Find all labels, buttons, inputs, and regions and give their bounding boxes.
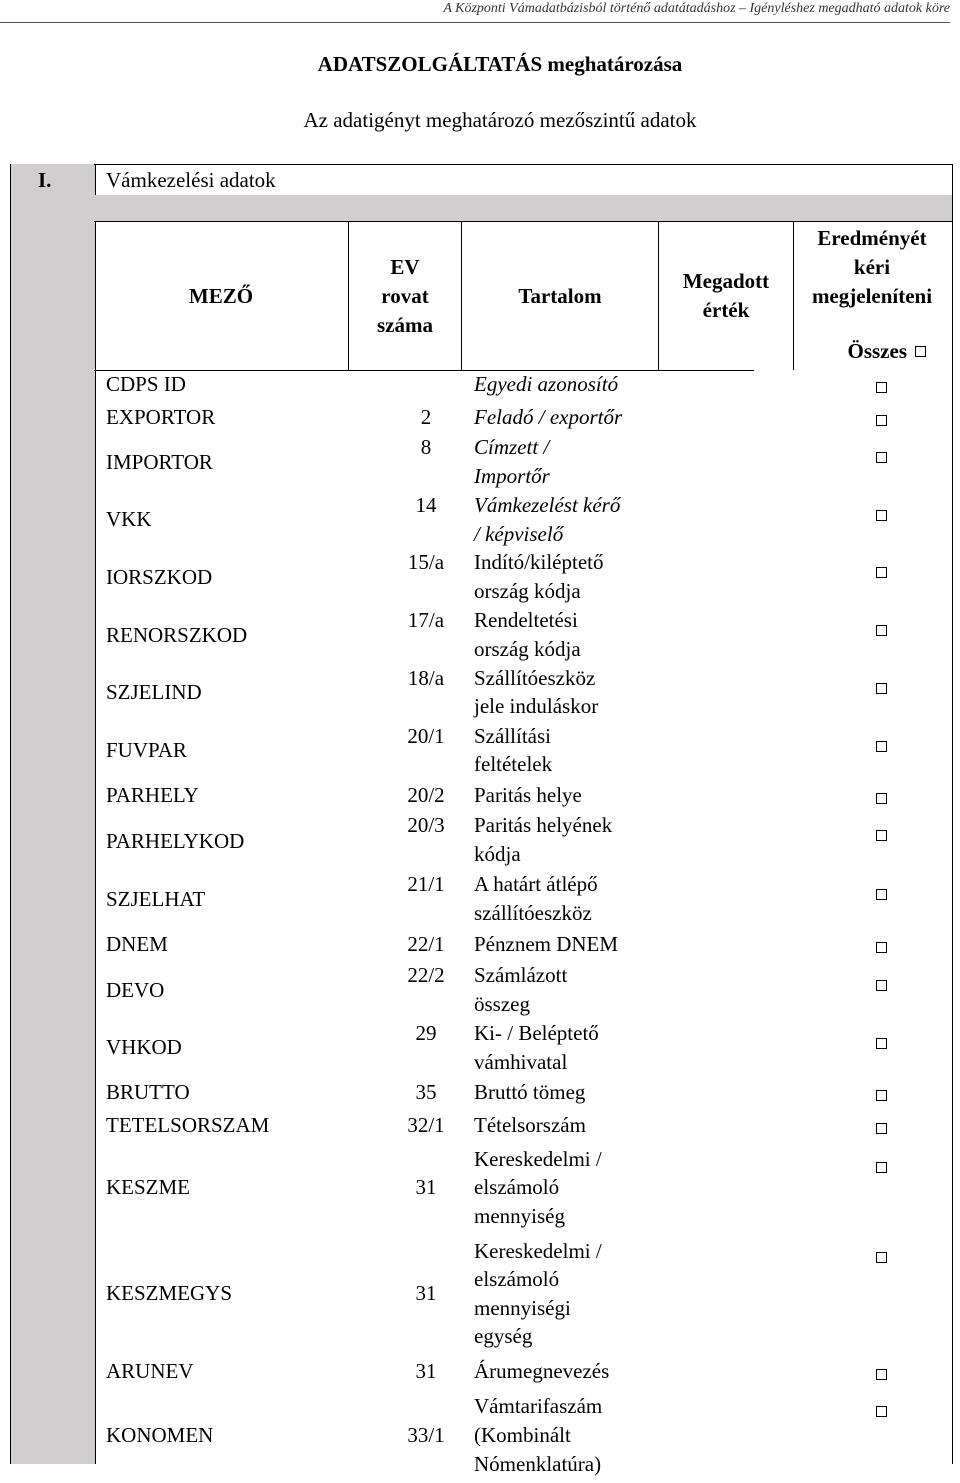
content-line: elszámoló	[474, 1267, 560, 1292]
field-name: DNEM	[106, 932, 168, 957]
display-checkbox-cell	[858, 1233, 954, 1355]
section-margin-column	[10, 164, 96, 1464]
ev-rovat-number: 18/a	[407, 665, 445, 690]
display-checkbox[interactable]	[876, 1406, 887, 1417]
field-name: CDPS ID	[106, 372, 186, 396]
table-row	[94, 811, 954, 870]
content-line: Ki- / Beléptető	[474, 1020, 599, 1045]
content-description	[472, 368, 708, 401]
given-value-cell[interactable]	[708, 961, 858, 1019]
content-line: szállítóeszköz	[474, 900, 592, 925]
content-description	[472, 779, 708, 812]
display-checkbox-cell	[858, 1355, 954, 1388]
display-checkbox-cell	[858, 811, 954, 870]
display-checkbox-cell	[858, 606, 954, 663]
ev-rovat-number: 21/1	[407, 872, 445, 897]
display-checkbox[interactable]	[876, 625, 887, 636]
field-name: KONOMEN	[106, 1423, 214, 1448]
content-description	[472, 491, 708, 548]
header-mezo: MEZŐ	[188, 283, 254, 308]
given-value-cell[interactable]	[708, 1076, 858, 1109]
display-checkbox-cell	[858, 928, 954, 961]
header-osszes	[796, 337, 948, 366]
header-divider	[793, 222, 794, 370]
field-name: IMPORTOR	[106, 449, 213, 474]
header-rovat-line: rovat	[381, 283, 429, 308]
content-line: Rendeltetési	[474, 608, 578, 633]
header-eredmeny	[796, 224, 948, 311]
field-name: SZJELHAT	[106, 887, 206, 912]
content-line: elszámoló	[474, 1175, 560, 1200]
display-checkbox-cell	[858, 1143, 954, 1233]
content-line: Vámtarifaszám	[474, 1394, 603, 1419]
field-name: FUVPAR	[106, 737, 187, 762]
content-line: Paritás helye	[474, 782, 582, 807]
content-description	[472, 401, 708, 434]
ev-rovat-number: 15/a	[407, 550, 445, 575]
table-row	[94, 1355, 954, 1388]
page-subtitle: Az adatigényt meghatározó mezőszintű adatok	[303, 108, 697, 132]
content-line: kódja	[474, 841, 521, 866]
field-name: RENORSZKOD	[106, 622, 248, 647]
table-row	[94, 664, 954, 722]
ev-rovat-number: 32/1	[407, 1113, 445, 1138]
fields-table	[94, 368, 954, 1483]
display-checkbox-cell	[858, 870, 954, 928]
osszes-label: Összes	[847, 339, 907, 363]
content-line: Szállítóeszköz	[474, 665, 596, 690]
header-ev-rovat	[349, 222, 461, 370]
display-checkbox[interactable]	[876, 1369, 887, 1380]
display-checkbox[interactable]	[876, 889, 887, 900]
content-line: Pénznem DNEM	[474, 932, 619, 957]
display-checkbox[interactable]	[876, 830, 887, 841]
content-line: Címzett /	[474, 435, 550, 460]
ev-rovat-number: 2	[420, 404, 432, 429]
content-description	[472, 1233, 708, 1355]
content-line: Számlázott	[474, 962, 568, 987]
field-name: BRUTTO	[106, 1080, 190, 1105]
given-value-cell[interactable]	[708, 401, 858, 434]
field-name: KESZME	[106, 1175, 190, 1200]
ev-rovat-number: 20/3	[407, 813, 445, 838]
field-name: IORSZKOD	[106, 565, 213, 590]
content-description	[472, 1143, 708, 1233]
table-row	[94, 1143, 954, 1233]
display-checkbox-cell	[858, 548, 954, 606]
section-title-row	[94, 164, 953, 196]
given-value-cell[interactable]	[708, 606, 858, 663]
field-name: PARHELYKOD	[106, 828, 245, 853]
given-value-cell[interactable]	[708, 433, 858, 491]
table-row	[94, 870, 954, 928]
table-row	[94, 722, 954, 779]
content-description	[472, 433, 708, 491]
content-line: Nómenklatúra)	[474, 1451, 602, 1476]
field-name: DEVO	[106, 977, 165, 1002]
field-name: VHKOD	[106, 1035, 182, 1060]
given-value-cell[interactable]	[708, 722, 858, 779]
table-row	[94, 1387, 954, 1483]
table-row	[94, 1109, 954, 1143]
display-checkbox[interactable]	[876, 1123, 887, 1134]
header-megadott-line: Megadott	[682, 269, 770, 293]
header-ertek-line: érték	[702, 298, 750, 322]
given-value-cell[interactable]	[708, 491, 858, 548]
display-checkbox[interactable]	[876, 980, 887, 991]
display-checkbox[interactable]	[876, 1252, 887, 1263]
content-description	[472, 961, 708, 1019]
display-checkbox-cell	[858, 1019, 954, 1076]
given-value-cell[interactable]	[708, 928, 858, 961]
content-description	[472, 722, 708, 779]
table-row	[94, 368, 954, 401]
header-szama-line: száma	[377, 312, 433, 337]
ev-rovat-number: 31	[415, 1175, 437, 1200]
given-value-cell[interactable]	[708, 870, 858, 928]
content-line: Indító/kiléptető	[474, 550, 604, 575]
section-title: Vámkezelési adatok	[106, 168, 276, 192]
table-row	[94, 961, 954, 1019]
content-description	[472, 1109, 708, 1143]
header-tartalom: Tartalom	[518, 283, 602, 308]
ev-rovat-number: 35	[415, 1080, 437, 1105]
content-description	[472, 1076, 708, 1109]
content-line: ország kódja	[474, 636, 581, 661]
header-megjeleniteni-line: megjeleníteni	[811, 284, 933, 308]
content-line: Egyedi azonosító	[474, 372, 619, 396]
content-line: Tételsorszám	[474, 1113, 586, 1138]
ev-rovat-number: 17/a	[407, 608, 445, 633]
content-line: Importőr	[474, 463, 550, 488]
display-checkbox-cell	[858, 1109, 954, 1143]
content-line: A határt átlépő	[474, 872, 598, 897]
content-line: Kereskedelmi /	[474, 1238, 602, 1263]
display-checkbox[interactable]	[876, 1162, 887, 1173]
ev-rovat-number: 14	[415, 493, 437, 518]
content-line: Bruttó tömeg	[474, 1080, 586, 1105]
content-line: (Kombinált	[474, 1423, 571, 1448]
header-ev-line: EV	[390, 254, 420, 279]
content-description	[472, 870, 708, 928]
content-line: Kereskedelmi /	[474, 1146, 602, 1171]
given-value-cell[interactable]	[708, 779, 858, 812]
given-value-cell[interactable]	[708, 1109, 858, 1143]
content-description	[472, 1387, 708, 1483]
display-checkbox-cell	[858, 433, 954, 491]
section-number: I.	[38, 168, 52, 192]
content-line: összeg	[474, 991, 530, 1016]
content-description	[472, 1019, 708, 1076]
header-keri-line: kéri	[853, 255, 891, 279]
given-value-cell[interactable]	[708, 1233, 858, 1355]
given-value-cell[interactable]	[708, 548, 858, 606]
field-name: KESZMEGYS	[106, 1281, 233, 1306]
display-checkbox[interactable]	[876, 415, 887, 426]
display-checkbox[interactable]	[876, 1090, 887, 1101]
display-checkbox-cell	[858, 491, 954, 548]
table-row	[94, 779, 954, 812]
content-description	[472, 548, 708, 606]
content-line: mennyiségi	[474, 1295, 571, 1320]
display-checkbox-cell	[858, 664, 954, 722]
section-spacer-row	[94, 195, 953, 222]
display-checkbox-cell	[858, 961, 954, 1019]
header-eredmeny-line: Eredményét	[817, 226, 927, 250]
content-line: mennyiség	[474, 1204, 565, 1229]
content-line: vámhivatal	[474, 1049, 568, 1074]
display-checkbox[interactable]	[876, 1038, 887, 1049]
ev-rovat-number: 29	[415, 1020, 437, 1045]
table-row	[94, 1076, 954, 1109]
field-name: SZJELIND	[106, 680, 202, 705]
table-row	[94, 1233, 954, 1355]
ev-rovat-number: 22/1	[407, 932, 445, 957]
running-header: A Központi Vámadatbázisból történő adatátadáshoz – Igényléshez megadható adatok köre	[0, 0, 950, 23]
ev-rovat-number: 8	[420, 435, 432, 460]
page-title: ADATSZOLGÁLTATÁS meghatározása	[317, 52, 683, 76]
display-checkbox-cell	[858, 401, 954, 434]
ev-rovat-number: 33/1	[407, 1423, 445, 1448]
display-checkbox[interactable]	[876, 382, 887, 393]
content-line: Árumegnevezés	[474, 1358, 610, 1383]
display-checkbox[interactable]	[876, 510, 887, 521]
display-checkbox[interactable]	[876, 741, 887, 752]
content-description	[472, 606, 708, 663]
display-checkbox[interactable]	[876, 567, 887, 578]
table-row	[94, 928, 954, 961]
field-name: EXPORTOR	[106, 404, 216, 429]
ev-rovat-number: 20/2	[407, 782, 445, 807]
given-value-cell[interactable]	[708, 664, 858, 722]
content-line: Paritás helyének	[474, 813, 613, 838]
content-description	[472, 1355, 708, 1388]
content-description	[472, 928, 708, 961]
table-row	[94, 1019, 954, 1076]
field-name: TETELSORSZAM	[106, 1113, 270, 1138]
given-value-cell[interactable]	[708, 1355, 858, 1388]
content-line: Feladó / exportőr	[474, 404, 623, 429]
content-line: Szállítási	[474, 723, 551, 748]
given-value-cell[interactable]	[708, 1387, 858, 1483]
content-description	[472, 664, 708, 722]
ev-rovat-number: 31	[415, 1281, 437, 1306]
ev-rovat-number: 20/1	[407, 723, 445, 748]
table-row	[94, 401, 954, 434]
content-line: ország kódja	[474, 578, 581, 603]
field-name: VKK	[106, 507, 152, 532]
content-line: jele induláskor	[474, 694, 599, 719]
content-line: Vámkezelést kérő	[474, 493, 621, 518]
ev-rovat-number	[380, 368, 472, 401]
select-all-checkbox[interactable]	[915, 346, 926, 357]
ev-rovat-number: 22/2	[407, 962, 445, 987]
given-value-cell[interactable]	[708, 1019, 858, 1076]
content-description	[472, 811, 708, 870]
content-line: egység	[474, 1324, 533, 1349]
given-value-cell[interactable]	[708, 811, 858, 870]
ev-rovat-number: 31	[415, 1358, 437, 1383]
display-checkbox[interactable]	[876, 942, 887, 953]
display-checkbox[interactable]	[876, 683, 887, 694]
content-line: feltételek	[474, 752, 553, 777]
table-row	[94, 491, 954, 548]
display-checkbox-cell	[858, 1387, 954, 1483]
field-name: ARUNEV	[106, 1358, 194, 1383]
display-checkbox-cell	[858, 1076, 954, 1109]
field-name: PARHELY	[106, 782, 199, 807]
given-value-cell[interactable]	[708, 368, 858, 401]
content-line: / képviselő	[474, 521, 564, 546]
table-row	[94, 606, 954, 663]
display-checkbox[interactable]	[876, 793, 887, 804]
table-row	[94, 433, 954, 491]
display-checkbox-cell	[858, 368, 954, 401]
table-row	[94, 548, 954, 606]
display-checkbox[interactable]	[876, 452, 887, 463]
header-megadott	[659, 222, 793, 370]
display-checkbox-cell	[858, 779, 954, 812]
display-checkbox-cell	[858, 722, 954, 779]
given-value-cell[interactable]	[708, 1143, 858, 1233]
